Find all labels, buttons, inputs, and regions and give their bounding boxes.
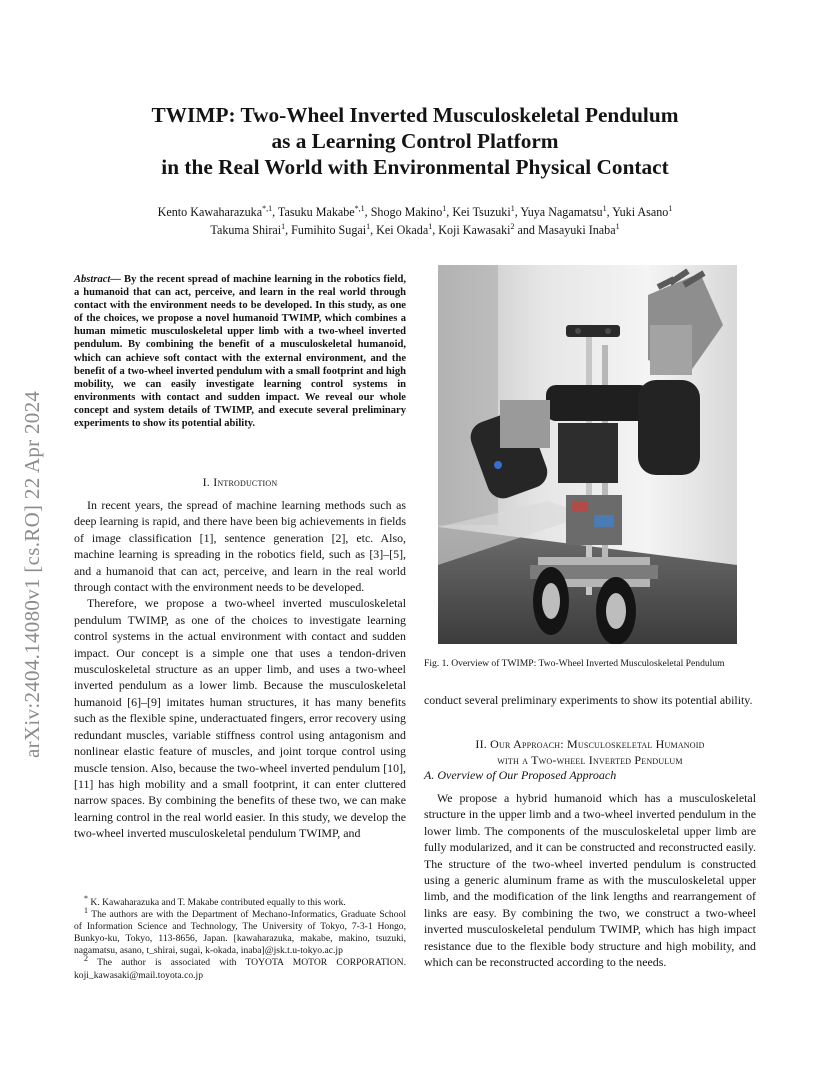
author-affiliation-mark: 2	[510, 221, 515, 231]
author-name: Fumihito Sugai	[291, 223, 367, 237]
author-list	[70, 203, 760, 239]
author-affiliation-mark: 1	[281, 221, 286, 231]
author-separator: ,	[364, 205, 371, 219]
section-heading-introduction: I. Introduction	[202, 475, 278, 489]
figure-1-robot-photo	[438, 265, 737, 644]
author-separator: ,	[514, 205, 521, 219]
continued-paragraph: conduct several preliminary experiments to show its potential ability.	[424, 693, 753, 707]
footnote-text: The author is associated with TOYOTA MOTOR CORPORATION. koji_kawasaki@mail.toyota.co.jp	[74, 957, 406, 981]
footnote-text: K. Kawaharazuka and T. Makabe contributed equally to this work.	[90, 897, 346, 908]
author-name: Koji Kawasaki	[438, 223, 511, 237]
author-affiliation-mark: *,1	[354, 203, 365, 213]
author-name: Shogo Makino	[370, 205, 443, 219]
introduction-body	[74, 497, 406, 842]
section-2-heading-line-2: with a Two-wheel Inverted Pendulum	[497, 753, 683, 767]
author-separator: ,	[370, 223, 377, 237]
abstract-text: By the recent spread of machine learning in the robotics field, a humanoid that can act, perceive, and learn in the real world through contact with the environment needs to be developed. In this study, as one of the choices, we propose a novel humanoid TWIMP, which combines a human mimetic musculoskeletal upper limb with a two-wheel inverted pendulum. By combining the benefit of a musculoskeletal humanoid, which can achieve soft contact with the external environment, and the benefit of a two-wheel inverted pendulum with a small footprint and high mobility, we can easily investigate learning control systems in environments with contact and sudden impact. We reveal our whole concept and system details of TWIMP, and execute several preliminary experiments to show its potential ability.	[74, 274, 406, 430]
section-heading-approach	[424, 736, 756, 768]
author-separator: ,	[606, 205, 613, 219]
title-line-2: as a Learning Control Platform	[271, 129, 559, 153]
approach-paragraph: We propose a hybrid humanoid which has a musculoskeletal structure in the upper limb and a two-wheel inverted pendulum in the lower limb. The components of the musculoskeletal upper limb are fully modularized, and it can be constructed and reconstructed easily. The structure of the two-wheel inverted pendulum is constructed using a generic aluminum frame as with the musculoskeletal upper limb, and the modification of the link lengths and rearrangement of links are easy. By combining the two, we construct a two-wheel inverted musculoskeletal pendulum TWIMP, which has high impact resistance due to the flexible body structure and high mobility, and which can be reconstructed according to the needs.	[424, 791, 756, 970]
author-affiliation-mark: *,1	[262, 203, 273, 213]
author-separator: and	[514, 223, 538, 237]
author-separator: ,	[285, 223, 292, 237]
section-2-heading-line-1: II. Our Approach: Musculoskeletal Humanoid	[475, 737, 705, 751]
author-affiliation-mark: 1	[366, 221, 371, 231]
arxiv-stamp	[9, 300, 49, 760]
author-name: Yuya Nagamatsu	[520, 205, 603, 219]
footnote	[74, 893, 406, 909]
paper-title	[110, 102, 720, 180]
author-affiliation-mark: 1	[668, 203, 673, 213]
right-column-continuation	[424, 692, 756, 708]
author-line-1	[70, 203, 760, 221]
title-line-3: in the Real World with Environmental Physical Contact	[161, 155, 669, 179]
author-affiliation-mark: 1	[510, 203, 515, 213]
author-affiliation-mark: 1	[442, 203, 447, 213]
intro-paragraph: Therefore, we propose a two-wheel inverted musculoskeletal pendulum TWIMP, as one of the choices to investigate learning control systems in the actual environment with contact and sudden impact. Our concept is a simple one that uses a tendon-driven musculoskeletal structure as an upper limb, and uses a two-wheel inverted pendulum as a lower limb. Because the musculoskeletal humanoid [6]–[9] imitates human structures, it has many benefits such as the flexible spine, underactuated fingers, error recovery using redundant muscles, variable stiffness control using antagonism and nonlinear elastic feature of muscles, and joint torque control using muscle tension. Also, because the two-wheel inverted pendulum [10], [11] has high mobility and a small footprint, it can enter cluttered narrow spaces. By combining the benefits of these two, we can make learning control in the real world easier. In this study, we develop the two-wheel inverted musculoskeletal pendulum TWIMP, and	[74, 596, 406, 841]
author-name: Kento Kawaharazuka	[157, 205, 263, 219]
author-name: Kei Tsuzuki	[452, 205, 511, 219]
footnote-mark: 1	[84, 905, 88, 915]
abstract-label: Abstract—	[74, 274, 121, 285]
author-name: Kei Okada	[376, 223, 429, 237]
author-affiliation-mark: 1	[602, 203, 607, 213]
author-separator: ,	[446, 205, 453, 219]
arxiv-stamp-text: arXiv:2404.14080v1 [cs.RO] 22 Apr 2024	[20, 390, 44, 758]
author-separator: ,	[272, 205, 278, 219]
abstract	[74, 273, 406, 430]
subsection-heading-overview: A. Overview of Our Proposed Approach	[424, 768, 617, 782]
footnotes	[74, 893, 406, 982]
author-separator: ,	[432, 223, 439, 237]
author-name: Tasuku Makabe	[277, 205, 355, 219]
author-line-2	[70, 221, 760, 239]
footnote	[74, 954, 406, 981]
title-line-1: TWIMP: Two-Wheel Inverted Musculoskeletal Pendulum	[151, 103, 679, 127]
approach-body	[424, 790, 756, 970]
author-affiliation-mark: 1	[615, 221, 620, 231]
figure-1-caption: Fig. 1. Overview of TWIMP: Two-Wheel Inverted Musculoskeletal Pendulum	[424, 658, 725, 669]
author-name: Yuki Asano	[612, 205, 669, 219]
author-name: Masayuki Inaba	[538, 223, 616, 237]
footnote-text: The authors are with the Department of Mechano-Informatics, Graduate School of Information Science and Technology, The University of Tokyo, 7-3-1 Hongo, Bunkyo-ku, Tokyo, 113-8656, Japan. [kawaharazuka, makabe, makino, tsuzuki, nagamatsu, asano, t_shirai, sugai, k-okada, inaba]@jsk.t.u-tokyo.ac.jp	[74, 909, 406, 957]
author-affiliation-mark: 1	[428, 221, 433, 231]
author-name: Takuma Shirai	[210, 223, 282, 237]
intro-paragraph: In recent years, the spread of machine learning methods such as deep learning is rapid, and there have been big achievements in fields of image classification [1], sentence generation [2], etc. Also, machine learning is spreading in the robotics field, such as [3]–[5], and a humanoid that can act, perceive, and learn in the real world through contact with the environment needs to be developed.	[74, 498, 406, 595]
footnote	[74, 905, 406, 957]
footnote-mark: *	[84, 893, 88, 903]
footnote-mark: 2	[84, 954, 88, 964]
